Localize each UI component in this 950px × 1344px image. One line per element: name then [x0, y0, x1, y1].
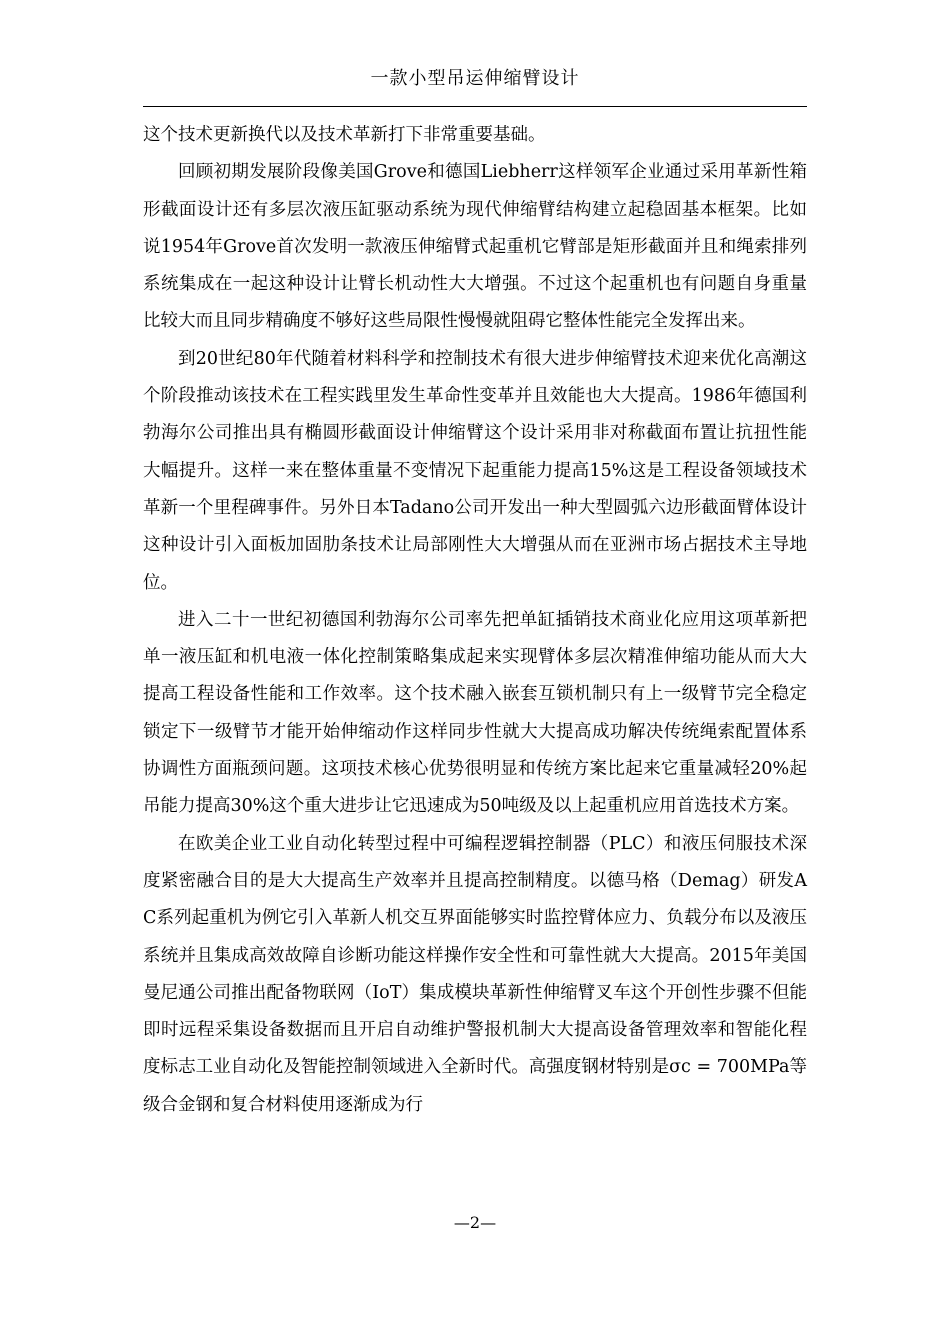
body-text: [143, 117, 807, 1124]
header-divider: [143, 106, 807, 107]
paragraph: 进入二十一世纪初德国利勃海尔公司率先把单缸插销技术商业化应用这项革新把单一液压缸和机电液一体化控制策略集成起来实现臂体多层次精准伸缩功能从而大大提高工程设备性能和工作效率。这个技术融入嵌套互锁机制只有上一级臂节完全稳定锁定下一级臂节才能开始伸缩动作这样同步性就大大提高成功解决传统绳索配置体系协调性方面瓶颈问题。这项技术核心优势很明显和传统方案比起来它重量减轻20%起吊能力提高30%这个重大进步让它迅速成为50吨级及以上起重机应用首选技术方案。: [143, 609, 807, 817]
paragraph: 回顾初期发展阶段像美国Grove和德国Liebherr这样领军企业通过采用革新性箱形截面设计还有多层次液压缸驱动系统为现代伸缩臂结构建立起稳固基本框架。比如说1954年Grove首次发明一款液压伸缩臂式起重机它臂部是矩形截面并且和绳索排列系统集成在一起这种设计让臂长机动性大大增强。不过这个起重机也有问题自身重量比较大而且同步精确度不够好这些局限性慢慢就阻碍它整体性能完全发挥出来。: [143, 162, 807, 332]
page-number: —2—: [453, 1213, 497, 1232]
running-header-title: 一款小型吊运伸缩臂设计: [370, 68, 580, 89]
paragraph: 在欧美企业工业自动化转型过程中可编程逻辑控制器（PLC）和液压伺服技术深度紧密融合目的是大大提高生产效率并且提高控制精度。以德马格（Demag）研发AC系列起重机为例它引入革新人机交互界面能够实时监控臂体应力、负载分布以及液压系统并且集成高效故障自诊断功能这样操作安全性和可靠性就大大提高。2015年美国曼尼通公司推出配备物联网（IoT）集成模块革新性伸缩臂叉车这个开创性步骤不但能即时远程采集设备数据而且开启自动维护警报机制大大提高设备管理效率和智能化程度标志工业自动化及智能控制领域进入全新时代。高强度钢材特别是σc = 700MPa等级合金钢和复合材料使用逐渐成为行: [143, 833, 807, 1115]
paragraph: 到20世纪80年代随着材料科学和控制技术有很大进步伸缩臂技术迎来优化高潮这个阶段推动该技术在工程实践里发生革命性变革并且效能也大大提高。1986年德国利勃海尔公司推出具有椭圆形截面设计伸缩臂这个设计采用非对称截面布置让抗扭性能大幅提升。这样一来在整体重量不变情况下起重能力提高15%这是工程设备领域技术革新一个里程碑事件。另外日本Tadano公司开发出一种大型圆弧六边形截面臂体设计这种设计引入面板加固肋条技术让局部刚性大大增强从而在亚洲市场占据技术主导地位。: [143, 348, 807, 593]
paragraph-continuation: 这个技术更新换代以及技术革新打下非常重要基础。: [143, 125, 546, 145]
